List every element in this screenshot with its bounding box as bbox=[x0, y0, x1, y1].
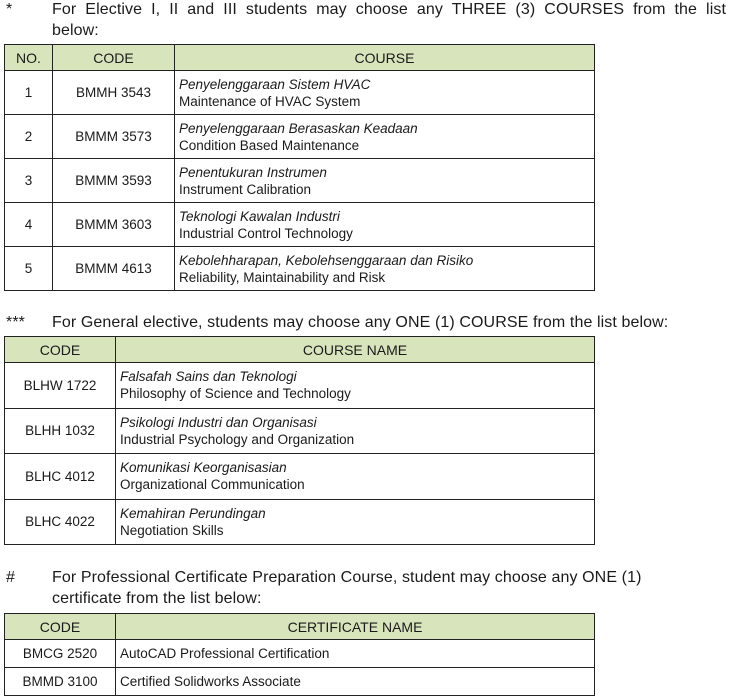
course-name-cell bbox=[175, 159, 595, 203]
course-code-cell: BLHC 4012 bbox=[5, 454, 116, 500]
general-elective-table bbox=[4, 336, 595, 545]
table-row bbox=[5, 363, 595, 409]
certificate-table bbox=[4, 613, 595, 696]
note-line: certificate from the list below: bbox=[52, 590, 262, 607]
course-code-cell: BLHW 1722 bbox=[5, 363, 116, 409]
course-name-cell bbox=[175, 71, 595, 115]
table-row bbox=[5, 499, 595, 545]
course-name-cell bbox=[175, 115, 595, 159]
course-name-english: Reliability, Maintainability and Risk bbox=[179, 269, 386, 285]
course-code-cell: BLHC 4022 bbox=[5, 499, 116, 545]
column-header-no: NO. bbox=[5, 45, 53, 71]
elective-note bbox=[6, 0, 726, 41]
row-number-cell: 5 bbox=[5, 247, 53, 291]
certificate-note bbox=[6, 567, 726, 609]
course-name-english: Industrial Control Technology bbox=[179, 225, 353, 241]
course-code-cell: BMMM 4613 bbox=[53, 247, 175, 291]
column-header-course: COURSE bbox=[175, 45, 595, 71]
column-header-code: CODE bbox=[5, 337, 116, 363]
note-line: For Professional Certificate Preparation Course, student may choose any ONE (1) bbox=[52, 569, 642, 586]
course-name-malay: Kebolehharapan, Kebolehsenggaraan dan Risiko bbox=[179, 252, 474, 268]
row-number-cell: 1 bbox=[5, 71, 53, 115]
table-row bbox=[5, 247, 595, 291]
course-name-english: Negotiation Skills bbox=[120, 522, 224, 538]
course-name-cell bbox=[116, 454, 595, 500]
note-line: below: bbox=[52, 22, 99, 39]
table-row bbox=[5, 115, 595, 159]
general-elective-note bbox=[6, 312, 726, 333]
column-header-code: CODE bbox=[53, 45, 175, 71]
course-name-cell bbox=[175, 203, 595, 247]
course-name-english: Organizational Communication bbox=[120, 477, 305, 493]
table-row bbox=[5, 454, 595, 500]
table-row bbox=[5, 408, 595, 454]
certificate-code-cell: BMCG 2520 bbox=[5, 640, 116, 668]
note-marker: *** bbox=[6, 314, 25, 331]
certificate-name-cell: Certified Solidworks Associate bbox=[116, 668, 595, 696]
course-name-malay: Teknologi Kawalan Industri bbox=[179, 208, 340, 224]
table-row bbox=[5, 668, 595, 696]
row-number-cell: 4 bbox=[5, 203, 53, 247]
table-row bbox=[5, 159, 595, 203]
certificate-code-cell: BMMD 3100 bbox=[5, 668, 116, 696]
column-header-code: CODE bbox=[5, 614, 116, 640]
column-header-course-name: COURSE NAME bbox=[116, 337, 595, 363]
note-line: For General elective, students may choose any ONE (1) COURSE from the list below: bbox=[52, 314, 669, 331]
course-name-malay: Komunikasi Keorganisasian bbox=[120, 460, 287, 476]
course-name-malay: Psikologi Industri dan Organisasi bbox=[120, 414, 317, 430]
course-code-cell: BMMH 3543 bbox=[53, 71, 175, 115]
note-line: For Elective I, II and III students may choose any THREE (3) COURSES from the list bbox=[52, 1, 726, 18]
course-name-malay: Penentukuran Instrumen bbox=[179, 164, 327, 180]
row-number-cell: 2 bbox=[5, 115, 53, 159]
table-header-row bbox=[5, 45, 595, 71]
column-header-certificate-name: CERTIFICATE NAME bbox=[116, 614, 595, 640]
course-name-cell bbox=[116, 363, 595, 409]
table-row bbox=[5, 640, 595, 668]
course-name-malay: Penyelenggaraan Sistem HVAC bbox=[179, 76, 371, 92]
course-code-cell: BMMM 3593 bbox=[53, 159, 175, 203]
course-name-english: Condition Based Maintenance bbox=[179, 137, 360, 153]
table-row bbox=[5, 71, 595, 115]
certificate-name-cell: AutoCAD Professional Certification bbox=[116, 640, 595, 668]
course-name-cell bbox=[116, 408, 595, 454]
course-name-malay: Kemahiran Perundingan bbox=[120, 505, 266, 521]
table-header-row bbox=[5, 614, 595, 640]
course-name-english: Industrial Psychology and Organization bbox=[120, 431, 355, 447]
row-number-cell: 3 bbox=[5, 159, 53, 203]
course-name-cell bbox=[175, 247, 595, 291]
course-name-malay: Penyelenggaraan Berasaskan Keadaan bbox=[179, 120, 418, 136]
course-name-english: Philosophy of Science and Technology bbox=[120, 386, 351, 402]
table-header-row bbox=[5, 337, 595, 363]
course-name-cell bbox=[116, 499, 595, 545]
course-code-cell: BMMM 3573 bbox=[53, 115, 175, 159]
note-marker: * bbox=[6, 1, 13, 18]
course-code-cell: BMMM 3603 bbox=[53, 203, 175, 247]
table-row bbox=[5, 203, 595, 247]
elective-courses-table bbox=[4, 44, 595, 291]
course-name-english: Instrument Calibration bbox=[179, 181, 312, 197]
course-code-cell: BLHH 1032 bbox=[5, 408, 116, 454]
course-name-malay: Falsafah Sains dan Teknologi bbox=[120, 369, 297, 385]
course-name-english: Maintenance of HVAC System bbox=[179, 93, 361, 109]
note-marker: # bbox=[6, 569, 15, 586]
